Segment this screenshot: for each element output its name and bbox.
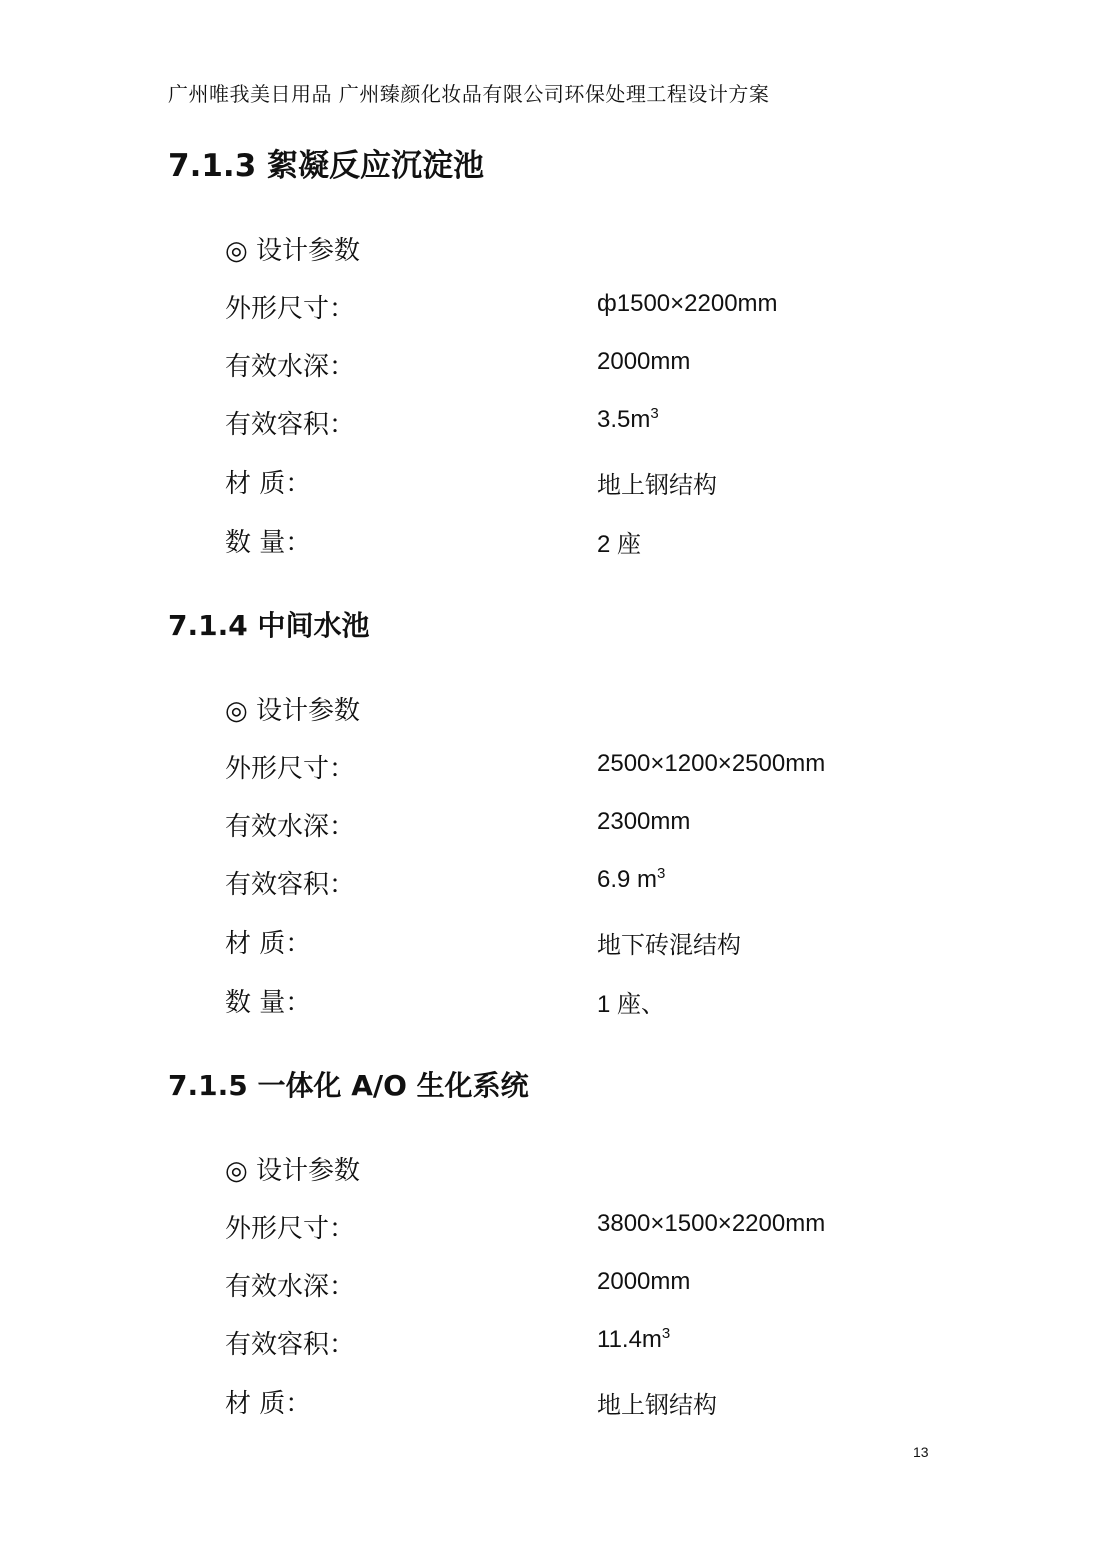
param-label: 有效容积： [225,1330,356,1360]
design-params-heading: ◎ 设计参数 [225,236,360,266]
param-label: 外形尺寸： [225,1214,356,1244]
section-heading-7-1-5: 7.1.5 一体化 A/O 生化系统 [168,1069,529,1102]
param-row-dimensions [225,288,925,328]
param-row-quantity [225,522,925,562]
section-heading-7-1-4: 7.1.4 中间水池 [168,609,370,642]
param-value: 2000mm [597,1268,691,1295]
param-label: 有效水深： [225,352,356,382]
param-row-material [225,463,925,503]
design-params-heading: ◎ 设计参数 [225,696,360,726]
param-row-dimensions [225,748,925,788]
param-label: 外形尺寸： [225,294,356,324]
running-header: 广州唯我美日用品 广州臻颜化妆品有限公司环保处理工程设计方案 [168,82,770,106]
param-label: 有效容积： [225,870,356,900]
param-row-water-depth [225,1266,925,1306]
param-value: 6.9 $m^3$ [597,865,666,893]
param-row-material [225,1383,925,1423]
param-value: 2300mm [597,808,691,835]
param-value: 地上钢结构 [597,1392,717,1419]
section-heading-7-1-3: 7.1.3 絮凝反应沉淀池 [168,148,485,184]
param-row-volume [225,1324,925,1364]
param-row-volume [225,864,925,904]
param-value: $11.4m^3$ [597,1325,671,1353]
param-label: 数 量： [225,988,312,1018]
param-row-material [225,923,925,963]
param-row-quantity [225,982,925,1022]
param-label: 有效水深： [225,1272,356,1302]
design-params-heading: ◎ 设计参数 [225,1156,360,1186]
param-label: 材 质： [225,1389,312,1419]
param-row-volume [225,404,925,444]
param-label: 有效容积： [225,410,356,440]
param-value: $3.5m^3$ [597,405,659,433]
param-label: 外形尺寸： [225,754,356,784]
param-value: 1 座、 [597,991,666,1018]
param-value: ф1500×2200mm [597,290,778,317]
param-row-dimensions [225,1208,925,1248]
param-value: 2500×1200×2500mm [597,750,826,777]
param-label: 材 质： [225,469,312,499]
param-label: 数 量： [225,528,312,558]
param-value: 2000mm [597,348,691,375]
param-value: 地下砖混结构 [597,932,741,959]
param-value: 3800×1500×2200mm [597,1210,826,1237]
param-label: 材 质： [225,929,312,959]
page-number: 13 [913,1444,929,1460]
param-value: 2 座 [597,531,642,558]
param-row-water-depth [225,346,925,386]
param-row-water-depth [225,806,925,846]
param-value: 地上钢结构 [597,472,717,499]
param-label: 有效水深： [225,812,356,842]
